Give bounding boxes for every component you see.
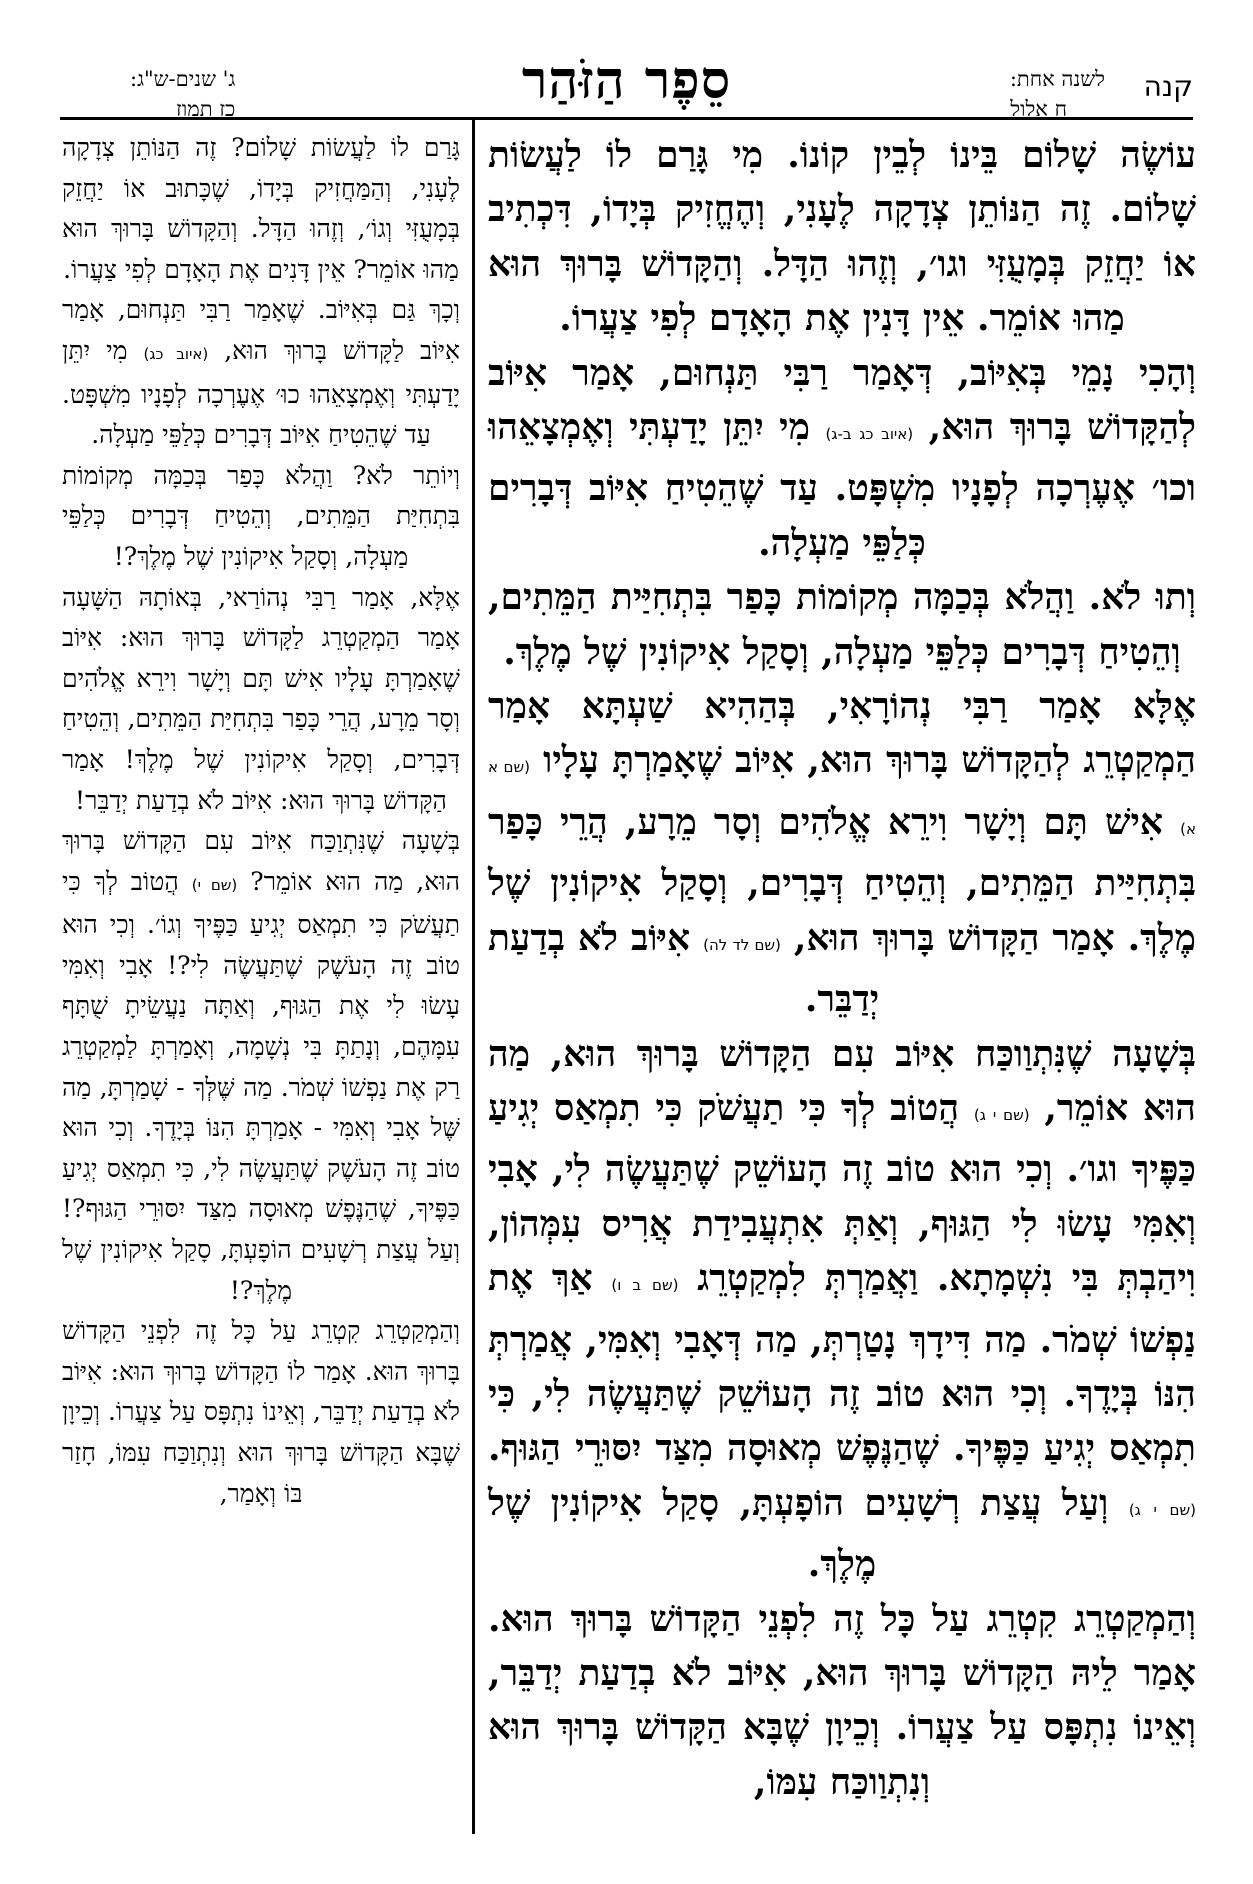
translation-paragraph: אֶלָּא, אָמַר רַבִּי נְהוֹרַאי, בְּאוֹתָהּ הַשָּׁעָה אָמַר הַמְקַטְרֵג לַקָּדוֹשׁ בָּרוּךְ הוּא: אִיּוֹב שֶׁאָמַרְתָּ עָלָיו אִישׁ תָּם וְיָשָׁר וִירֵא אֱלֹהִים וְסָר מֵרָע, הֲרֵי כָּפַר בִּתְחִיַּת הַמֵּתִים, וְהֵטִיחַ דְּבָרִים, וְסָקַל אִיקוֹנִין שֶׁל מֶלֶךְ! אָמַר הַקָּדוֹשׁ בָּרוּךְ הוּא: אִיּוֹב לֹא בְדַעַת יְדַבֵּר! <box>62 582 460 815</box>
translation-paragraph: בְּשָׁעָה שֶׁנִּתְוַכַּח אִיּוֹב עִם הַקָּדוֹשׁ בָּרוּךְ הוּא, מַה הוּא אוֹמֵר? (שם י) הֲטוֹב לְךָ כִּי תַעֲשֹׁק כִּי תִמְאַס יְגִיעַ כַּפֶּיךָ וְגוֹ׳. וְכִי הוּא טוֹב זֶה הָעֹשֶׁק שֶׁתַּעֲשֶׂה לִי?! אָבִי וְאִמִּי עָשׂוּ לִי אֶת הַגּוּף, וְאַתָּה נַעֲשֵׂיתָ שֻׁתָּף עִמָּהֶם, וְנָתַתָּ בִּי נְשָׁמָה, וְאָמַרְתָּ לַמְקַטְרֵג רַק אֶת נַפְשׁוֹ שְׁמֹר. מַה שֶּׁלְּךָ - שָׁמַרְתָּ, מַה שֶּׁל אָבִי וְאִמִּי - אָמַרְתָּ הִנּוֹ בְּיָדֶךָ. וְכִי הוּא טוֹב זֶה הָעֹשֶׁק שֶׁתַּעֲשֶׂה לִי, כִּי תִמְאַס יְגִיעַ כַּפֶּיךָ, שֶׁהַנֶּפֶשׁ מְאוּסָה מִצַּד יִסּוּרֵי הַגּוּף?! וְעַל עֲצַת רְשָׁעִים הוֹפָעְתָּ, סָקַל אִיקוֹנִין שֶׁל מֶלֶךְ?! <box>62 826 460 1305</box>
verse-reference: (שם א א) <box>488 758 1196 838</box>
page-number: קנה <box>1143 70 1193 103</box>
main-paragraph: וְהַמְקַטְרֵג קִטְרֵג עַל כָּל זֶה לִפְנֵי הַקָּדוֹשׁ בָּרוּךְ הוּא. אָמַר לֵיהּ הַקָּדוֹשׁ בָּרוּךְ הוּא, אִיּוֹב לֹא בְדַעַת יְדַבֵּר, וְאֵינוֹ נִתְפָּס עַל צַעֲרוֹ. וְכֵיוָן שֶׁבָּא הַקָּדוֹשׁ בָּרוּךְ הוּא וְנִתְוַוכַּח עִמּוֹ, <box>488 1597 1196 1803</box>
translation-paragraph: גָּרַם לוֹ לַעֲשׂוֹת שָׁלוֹם? זֶה הַנּוֹתֵן צְדָקָה לֶעָנִי, וְהַמַּחֲזִיק בְּיָדוֹ, שֶׁכָּתוּב אוֹ יַחֲזֵק בְּמָעֻזִּי וְגוֹ׳, וְזֶהוּ הַדָּל. וְהַקָּדוֹשׁ בָּרוּךְ הוּא מַהוּ אוֹמֵר? אֵין דָּנִים אֶת הָאָדָם לְפִי צַעֲרוֹ. <box>62 133 460 284</box>
page-header <box>60 44 1193 122</box>
header-divider <box>60 117 1193 120</box>
book-title: סֵפֶר הַזֹּהַר <box>521 50 732 111</box>
main-paragraph: עוֹשֶׂה שָׁלוֹם בֵּינוֹ לְבֵין קוֹנוֹ. מִי גָּרַם לוֹ לַעֲשׂוֹת שָׁלוֹם. זֶה הַנּוֹתֵן צְדָקָה לֶעָנִי, וְהֶחֱזִיק בְּיָדוֹ, דִּכְתִיב אוֹ יַחֲזֵק בְּמָעֻזִּי וגו׳, וְזֶהוּ הַדָּל. וְהַקָּדוֹשׁ בָּרוּךְ הוּא מַהוּ אוֹמֵר. אֵין דָּנִין אֶת הָאָדָם לְפִי צַעֲרוֹ. <box>488 134 1196 340</box>
column-divider <box>472 118 475 1834</box>
daily-schedule-three-years <box>130 64 235 124</box>
verse-reference: (שם י ג) <box>973 1105 1030 1124</box>
verse-reference: (שם י ג) <box>1128 1500 1196 1519</box>
schedule-three-years-date: כז תמוז <box>176 97 236 121</box>
main-paragraph: וְהָכִי נָמֵי בְּאִיּוֹב, דְּאָמַר רַבִּי תַּנְחוּם, אָמַר אִיּוֹב לְהַקָּדוֹשׁ בָּרוּךְ הוּא, (איוב כג ב-ג) מִי יִתֵּן יָדַעְתִּי וְאֶמְצָאֵהוּ וכו׳ אֶעֶרְכָה לְפָנָיו מִשְׁפָּט. עַד שֶׁהֵטִיחַ אִיּוֹב דְּבָרִים כְּלַפֵּי מַעְלָה. <box>488 351 1196 564</box>
schedule-three-years-label: ג' שנים-ש"ג: <box>130 67 236 91</box>
main-text-column <box>488 128 1196 1809</box>
verse-reference: (שם י) <box>191 875 238 894</box>
verse-reference: (שם ב ו) <box>611 1276 679 1295</box>
schedule-one-year-date: ח אלול <box>1010 97 1067 121</box>
translation-paragraph: וְיוֹתֵר לֹא? וַהֲלֹא כָּפַר בְּכַמָּה מְקוֹמוֹת בִּתְחִיַּת הַמֵּתִים, וְהֵטִיחַ דְּבָרִים כְּלַפֵּי מַעְלָה, וְסָקַל אִיקוֹנִין שֶׁל מֶלֶךְ?! <box>62 460 460 571</box>
schedule-one-year-label: לשנה אחת: <box>1009 67 1105 91</box>
verse-reference: (איוב כג ב-ג) <box>825 425 914 444</box>
translation-paragraph: וְכָךְ גַּם בְּאִיּוֹב. שֶׁאָמַר רַבִּי תַּנְחוּם, אָמַר אִיּוֹב לַקָּדוֹשׁ בָּרוּךְ הוּא, (איוב כג) מִי יִתֵּן יָדַעְתִּי וְאֶמְצָאֵהוּ כוּ׳ אֶעֶרְכָה לְפָנָיו מִשְׁפָּט. עַד שֶׁהֵטִיחַ אִיּוֹב דְּבָרִים כְּלַפֵּי מַעְלָה. <box>62 295 461 450</box>
translation-column <box>62 128 460 1514</box>
verse-reference: (איוב כג) <box>143 344 209 363</box>
verse-reference: (שם לד לה) <box>703 935 781 954</box>
main-paragraph: אֶלָּא אָמַר רַבִּי נְהוֹרָאִי, בְּהַהִיא שַׁעְתָּא אָמַר הַמְקַטְרֵג לְהַקָּדוֹשׁ בָּרוּךְ הוּא, אִיּוֹב שֶׁאָמַרְתָּ עָלָיו (שם א א) אִישׁ תָּם וְיָשָׁר וִירֵא אֱלֹהִים וְסָר מֵרָע, הֲרֵי כָּפַר בִּתְחִיַּית הַמֵּתִים, וְהֵטִיחַ דְּבָרִים, וְסָקַל אִיקוֹנִין שֶׁל מֶלֶךְ. אָמַר הַקָּדוֹשׁ בָּרוּךְ הוּא, (שם לד לה) אִיּוֹב לֹא בְדַעַת יְדַבֵּר. <box>488 685 1196 1021</box>
main-paragraph: וְתוּ לֹא. וַהֲלֹא בְּכַמָּה מְקוֹמוֹת כָּפַר בִּתְחִיַּית הַמֵּתִים, וְהֵטִיחַ דְּבָרִים כְּלַפֵּי מַעְלָה, וְסָקַל אִיקוֹנִין שֶׁל מֶלֶךְ. <box>488 576 1196 673</box>
main-paragraph: בְּשָׁעָה שֶׁנִּתְוַוכַּח אִיּוֹב עִם הַקָּדוֹשׁ בָּרוּךְ הוּא, מַה הוּא אוֹמֵר, (שם י ג) הֲטוֹב לְךָ כִּי תַעֲשֹׁק כִּי תִמְאַס יְגִיעַ כַּפֶּיךָ וגו׳. וְכִי הוּא טוֹב זֶה הָעוֹשֵׁק שֶׁתַּעֲשֶׂה לִי, אָבִי וְאִמִּי עָשׂוּ לִי הַגּוּף, וְאַתְּ אִתְעֲבִידַת אֲרִיס עִמְּהוֹן, וִיהַבְתְּ בִּי נִשְׁמָתָא. וַאֲמַרְתְּ לִמְקַטְרֵג (שם ב ו) אַךְ אֶת נַפְשׁוֹ שְׁמֹר. מַה דִּידָךְ נָטַרְתְּ, מַה דְּאָבִי וְאִמִּי, אֲמַרְתְּ הִנּוֹ בְּיָדֶךָ. וְכִי הוּא טוֹב זֶה הָעוֹשֵׁק שֶׁתַּעֲשֶׂה לִי, כִּי תִמְאַס יְגִיעַ כַּפֶּיךָ. שֶׁהַנֶּפֶשׁ מְאוּסָה מִצַּד יִסּוּרֵי הַגּוּף. (שם י ג) וְעַל עֲצַת רְשָׁעִים הוֹפָעְתָּ, סָקַל אִיקוֹנִין שֶׁל מֶלֶךְ. <box>488 1032 1196 1586</box>
translation-paragraph: וְהַמְקַטְרֵג קִטְרֵג עַל כָּל זֶה לִפְנֵי הַקָּדוֹשׁ בָּרוּךְ הוּא. אָמַר לוֹ הַקָּדוֹשׁ בָּרוּךְ הוּא: אִיּוֹב לֹא בְדַעַת יְדַבֵּר, וְאֵינוֹ נִתְפָּס עַל צַעֲרוֹ. וְכֵיוָן שֶׁבָּא הַקָּדוֹשׁ בָּרוּךְ הוּא וְנִתְוַכַּח עִמּוֹ, חָזַר בּוֹ וְאָמַר, <box>62 1316 460 1508</box>
